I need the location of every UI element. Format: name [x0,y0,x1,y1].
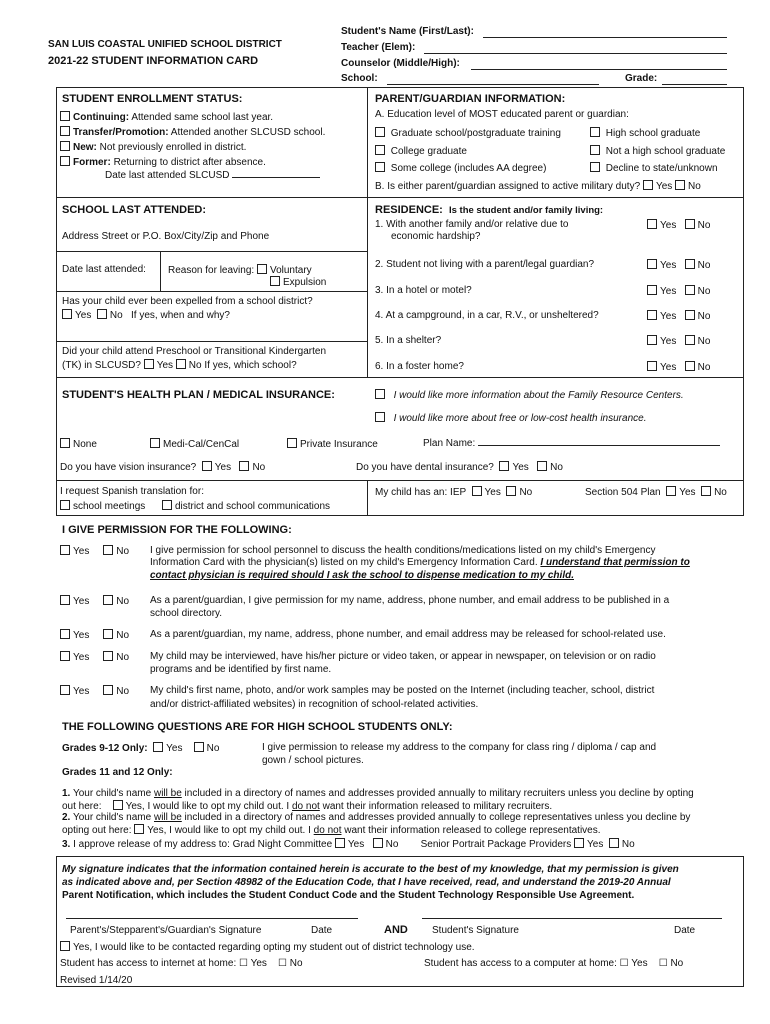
health-title: STUDENT'S HEALTH PLAN / MEDICAL INSURANCE: [62,389,335,401]
perm2-text-a: As a parent/guardian, I give permission for my name, address, phone number, and email address to be published in a [150,595,670,606]
student-signature-label: Student's Signature [432,925,519,936]
student-name-field[interactable] [483,37,727,38]
perm5-text-b: and/or district-affiliated websites) in recognition of school-related activities. [150,699,479,710]
some-college-checkbox[interactable] [375,162,385,172]
divider [367,480,368,515]
perm4-no-checkbox[interactable] [103,651,113,661]
school-last-title: SCHOOL LAST ATTENDED: [62,204,207,216]
insurance-none: None [60,438,97,450]
voluntary-checkbox[interactable] [257,264,267,274]
ring-text-a: I give permission to release my address to the company for class ring / diploma / cap and [262,742,657,753]
perm5-no-checkbox[interactable] [103,685,113,695]
edu-hs-grad: High school graduate [590,127,700,139]
college-optout-checkbox[interactable] [134,824,144,834]
divider [56,341,368,342]
address-release: 3. I approve release of my address to: Grad Night Committee Yes No Senior Portrait Package Providers Yes No [62,839,635,850]
student-date-label: Date [674,925,696,936]
expelled-yes-checkbox[interactable] [62,309,72,319]
divider [160,251,161,291]
transfer-checkbox[interactable] [60,126,70,136]
perm4-text-b: programs and be identified by first name. [150,664,332,675]
dental-question: Do you have dental insurance? Yes No [356,462,563,473]
counselor-field[interactable] [471,69,727,70]
perm2-yes-checkbox[interactable] [60,595,70,605]
residence-q3-answer: Yes No [647,285,710,297]
perm2-text-b: school directory. [150,608,223,619]
perm2-no-checkbox[interactable] [103,595,113,605]
s504-question: Section 504 Plan Yes No [585,487,727,498]
plan-name: Plan Name: [423,438,720,449]
reason-leaving: Reason for leaving: Voluntary [168,265,312,276]
and-label: AND [384,924,408,936]
teacher-field[interactable] [424,53,727,54]
residence-q5: 5. In a shelter? [375,335,442,346]
q1-no-checkbox[interactable] [685,219,695,229]
vision-no-checkbox[interactable] [239,461,249,471]
student-signature-field[interactable] [422,918,722,919]
residence-q1b: economic hardship? [391,231,481,242]
hs-title: THE FOLLOWING QUESTIONS ARE FOR HIGH SCHOOL STUDENTS ONLY: [62,721,453,733]
perm1-yes-checkbox[interactable] [60,545,70,555]
none-checkbox[interactable] [60,438,70,448]
internet-access: Student has access to internet at home: ☐ Yes ☐ No [60,958,303,969]
divider [56,515,744,516]
perm1-text-b: Information Card with the physician(s) listed on my child's Emergency Information Card. I understand that permission to [150,557,690,568]
q2-no-checkbox[interactable] [685,259,695,269]
perm5-yes-checkbox[interactable] [60,685,70,695]
expulsion-checkbox[interactable] [270,276,280,286]
vision-yes-checkbox[interactable] [202,461,212,471]
enrollment-new: New: Not previously enrolled in district. [60,141,246,153]
grade-field[interactable] [662,84,727,85]
perm3-no-checkbox[interactable] [103,629,113,639]
signature-statement-3: Parent Notification, which includes the Student Conduct Code and the Student Technology Responsible Use Agreement. [62,890,635,901]
continuing-checkbox[interactable] [60,111,70,121]
edu-some-college: Some college (includes AA degree) [375,162,546,174]
signature-statement-1: My signature indicates that the information contained herein is accurate to the best of my knowledge, that my permission is given [62,864,679,875]
residence-q1-answer: Yes No [647,219,710,231]
college-opt-b: opting out here: Yes, I would like to opt my child out. I do not want their information released to college representatives. [62,825,601,836]
perm4-yes-checkbox[interactable] [60,651,70,661]
tech-contact-checkbox[interactable] [60,941,70,951]
expelled-no-checkbox[interactable] [97,309,107,319]
gradnight-no-checkbox[interactable] [373,838,383,848]
q6-no-checkbox[interactable] [685,361,695,371]
military-optout-checkbox[interactable] [113,800,123,810]
iep-yes-checkbox[interactable] [472,486,482,496]
expelled-answer: Yes No If yes, when and why? [62,309,230,321]
ring-yes-checkbox[interactable] [153,742,163,752]
edu-not-hs: Not a high school graduate [590,145,725,157]
iep-question: My child has an: IEP Yes No [375,487,533,498]
military-yes-checkbox[interactable] [643,180,653,190]
tech-contact: Yes, I would like to be contacted regarding opting my student out of district technology use. [60,941,475,953]
dental-no-checkbox[interactable] [537,461,547,471]
college-checkbox[interactable] [375,145,385,155]
perm5-answer: Yes No [60,685,129,697]
s504-no-checkbox[interactable] [701,486,711,496]
insurance-private: Private Insurance [287,438,378,450]
divider [56,480,744,481]
former-checkbox[interactable] [60,156,70,166]
signature-statement-2: as indicated above and, per Section 48982 of the Education Code, that I have received, read, and understand the 2019-20 Annual [62,877,671,888]
perm2-answer: Yes No [60,595,129,607]
q5-yes-checkbox[interactable] [647,335,657,345]
perm1-no-checkbox[interactable] [103,545,113,555]
edu-college: College graduate [375,145,467,157]
edu-decline: Decline to state/unknown [590,162,718,174]
internet-no-box[interactable]: ☐ [278,958,287,969]
free-insurance-checkbox[interactable] [375,412,385,422]
grades-11-12: Grades 11 and 12 Only: [62,767,173,778]
parent-question-a: A. Education level of MOST educated parent or guardian: [375,109,629,120]
school-address-label: Address Street or P.O. Box/City/Zip and Phone [62,231,270,242]
private-checkbox[interactable] [287,438,297,448]
plan-name-field[interactable] [478,445,720,446]
divider [56,87,57,515]
card-title: 2021-22 STUDENT INFORMATION CARD [48,55,259,67]
q6-yes-checkbox[interactable] [647,361,657,371]
medi-checkbox[interactable] [150,438,160,448]
translation-request: I request Spanish translation for: [60,486,204,497]
residence-q2-answer: Yes No [647,259,710,271]
divider [56,291,368,292]
frc-info: I would like more information about the Family Resource Centers. [375,389,684,401]
perm3-answer: Yes No [60,629,129,641]
teacher-label: Teacher (Elem): [341,42,416,53]
senior-yes-checkbox[interactable] [574,838,584,848]
enrollment-former: Former: Returning to district after absence. [60,156,266,168]
school-label: School: [341,73,378,84]
iep-no-checkbox[interactable] [506,486,516,496]
q4-yes-checkbox[interactable] [647,310,657,320]
perm4-answer: Yes No [60,651,129,663]
preschool-yes-checkbox[interactable] [144,359,154,369]
residence-q6: 6. In a foster home? [375,361,464,372]
enrollment-title: STUDENT ENROLLMENT STATUS: [62,93,243,105]
edu-grad: Graduate school/postgraduate training [375,127,561,139]
grade-label: Grade: [625,73,658,84]
residence-q3: 3. In a hotel or motel? [375,285,472,296]
expelled-question: Has your child ever been expelled from a school district? [62,296,313,307]
divider [56,87,744,88]
preschool-no-checkbox[interactable] [176,359,186,369]
counselor-label: Counselor (Middle/High): [341,58,460,69]
parent-signature-label: Parent's/Stepparent's/Guardian's Signature [70,925,262,936]
perm4-text-a: My child may be interviewed, have his/her picture or video taken, or appear in newspaper, on television or on radio [150,651,656,662]
computer-yes-box[interactable]: ☐ [619,958,629,969]
internet-yes-box[interactable]: ☐ [239,958,248,969]
military-opt-a: 1. Your child's name will be included in a directory of names and addresses provided annually to military recruiters unless you decline by opting [62,788,694,799]
divider [56,197,744,198]
residence-q4-answer: Yes No [647,310,710,322]
q4-no-checkbox[interactable] [685,310,695,320]
divider [56,377,744,378]
divider [367,87,368,377]
q2-yes-checkbox[interactable] [647,259,657,269]
residence-q5-answer: Yes No [647,335,710,347]
date-last-field[interactable] [232,177,320,178]
dental-yes-checkbox[interactable] [499,461,509,471]
reason-expulsion: Expulsion [270,276,326,288]
date-last-attended-label: Date last attended: [62,264,146,275]
residence-q2: 2. Student not living with a parent/legal guardian? [375,259,595,270]
vision-question: Do you have vision insurance? Yes No [60,462,266,473]
insurance-medi: Medi-Cal/CenCal [150,438,239,450]
residence-q1: 1. With another family and/or relative due to [375,219,569,230]
residence-q4: 4. At a campground, in a car, R.V., or unsheltered? [375,310,599,321]
revised-date: Revised 1/14/20 [60,975,133,986]
residence-title: RESIDENCE: Is the student and/or family living: [375,204,604,216]
parent-signature-field[interactable] [66,918,358,919]
senior-no-checkbox[interactable] [609,838,619,848]
translation-options: school meetings district and school communications [60,500,330,512]
s504-yes-checkbox[interactable] [666,486,676,496]
q1-yes-checkbox[interactable] [647,219,657,229]
grad-checkbox[interactable] [375,127,385,137]
computer-access: Student has access to a computer at home: ☐ Yes ☐ No [424,958,684,969]
q3-no-checkbox[interactable] [685,285,695,295]
comms-checkbox[interactable] [162,500,172,510]
parent-date-label: Date [311,925,333,936]
parent-title: PARENT/GUARDIAN INFORMATION: [375,93,566,105]
meetings-checkbox[interactable] [60,500,70,510]
gradnight-yes-checkbox[interactable] [335,838,345,848]
perm1-answer: Yes No [60,545,129,557]
permission-title: I GIVE PERMISSION FOR THE FOLLOWING: [62,524,292,536]
ring-text-b: gown / school pictures. [262,755,364,766]
school-field[interactable] [387,84,599,85]
residence-q6-answer: Yes No [647,361,710,373]
divider [743,87,744,515]
decline-checkbox[interactable] [590,162,600,172]
computer-no-box[interactable]: ☐ [658,958,668,969]
college-opt-a: 2. Your child's name will be included in a directory of names and addresses provided annually to college representatives unless you decline by [62,812,691,823]
preschool-question: Did your child attend Preschool or Transitional Kindergarten [62,346,327,357]
perm1-text-a: I give permission for school personnel to discuss the health conditions/medications listed on my child's Emergency [150,545,656,556]
q5-no-checkbox[interactable] [685,335,695,345]
perm3-yes-checkbox[interactable] [60,629,70,639]
perm1-text-c: contact physician is required should I ask the school to dispense medication to my child. [150,570,574,581]
student-name-label: Student's Name (First/Last): [341,26,474,37]
new-checkbox[interactable] [60,141,70,151]
enrollment-continuing: Continuing: Attended same school last year. [60,111,273,123]
preschool-answer: (TK) in SLCUSD? Yes No If yes, which school? [62,360,297,371]
q3-yes-checkbox[interactable] [647,285,657,295]
grades-9-12: Grades 9-12 Only: Yes No [62,743,220,754]
hs-grad-checkbox[interactable] [590,127,600,137]
enrollment-date-last: Date last attended SLCUSD [105,170,320,181]
district-name: SAN LUIS COASTAL UNIFIED SCHOOL DISTRICT [48,39,282,50]
divider [56,251,368,252]
military-opt-b: out here: Yes, I would like to opt my child out. I do not want their information released to military recruiters. [62,801,553,812]
perm5-text-a: My child's first name, photo, and/or work samples may be posted on the Internet (including teacher, school, district [150,685,655,696]
parent-question-b: B. Is either parent/guardian assigned to active military duty? Yes No [375,181,701,192]
ring-no-checkbox[interactable] [194,742,204,752]
enrollment-transfer: Transfer/Promotion: Attended another SLCUSD school. [60,126,325,138]
free-insurance-info: I would like more about free or low-cost health insurance. [375,412,646,424]
military-no-checkbox[interactable] [675,180,685,190]
not-hs-checkbox[interactable] [590,145,600,155]
perm3-text: As a parent/guardian, my name, address, phone number, and email address may be released for school-related use. [150,629,666,640]
frc-checkbox[interactable] [375,389,385,399]
